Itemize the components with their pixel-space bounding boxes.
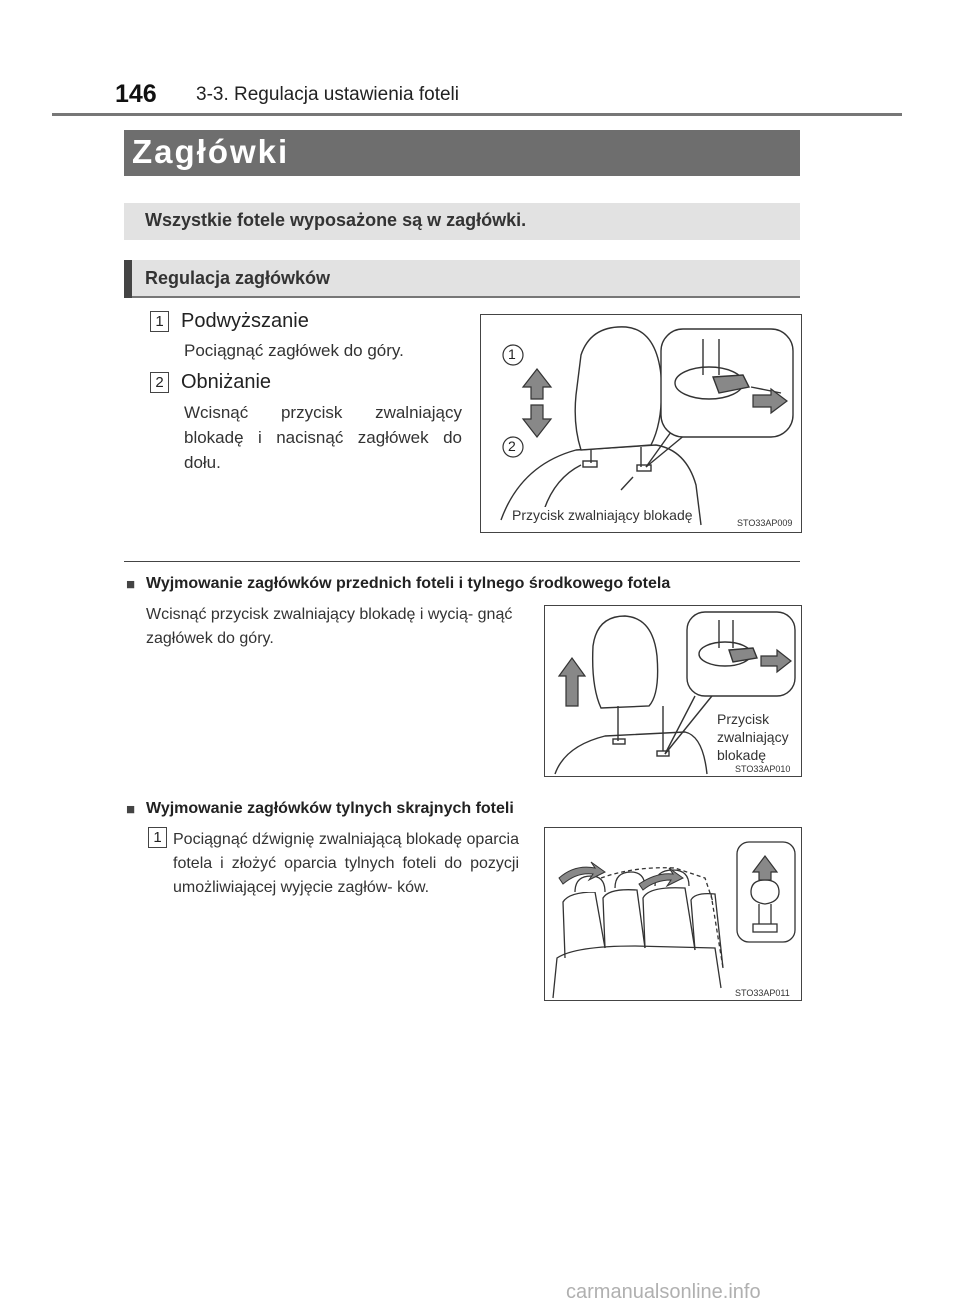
front-removal-title: Wyjmowanie zagłówków przednich foteli i tylnego środkowego fotela (146, 575, 671, 592)
callout-2: 2 (508, 438, 516, 454)
front-removal-figure (544, 605, 802, 777)
rear-removal-illustration (545, 828, 801, 1000)
step-2-number: 2 (150, 372, 169, 393)
callout-1: 1 (508, 346, 516, 362)
step-1-description: Pociągnąć zagłówek do góry. (184, 341, 404, 360)
rear-step-number: 1 (148, 827, 167, 848)
section-title: 3-3. Regulacja ustawienia foteli (196, 84, 459, 105)
bullet-icon: ■ (126, 801, 136, 818)
section-divider (124, 561, 800, 562)
rear-removal-text: Pociągnąć dźwignię zwalniającą blokadę oparcia fotela i złożyć oparcia tylnych foteli do pozycji umożliwiającej wyjęcie zagłów- ków. (173, 831, 519, 896)
step-2-title: Obniżanie (181, 371, 272, 393)
subsection-marker (124, 260, 132, 298)
intro-text: Wszystkie fotele wyposażone są w zagłówki. (145, 210, 527, 230)
step-2-description: Wcisnąć przycisk zwalniający blokadę i nacisnąć zagłówek do dołu. (184, 403, 462, 472)
header-divider (52, 113, 902, 116)
rear-removal-figure (544, 827, 802, 1001)
figure-code-rear: STO33AP011 (735, 988, 790, 998)
release-button-label-front: Przycisk zwalniający blokadę (717, 711, 789, 763)
step-1-number: 1 (150, 311, 169, 332)
rear-removal-title: Wyjmowanie zagłówków tylnych skrajnych foteli (146, 800, 514, 817)
page-title: Zagłówki (132, 133, 290, 170)
bullet-icon: ■ (126, 576, 136, 593)
figure-code-front: STO33AP010 (735, 764, 791, 774)
headrest-adjust-figure (480, 314, 802, 533)
step-1-title: Podwyższanie (181, 310, 309, 332)
figure-code: STO33AP009 (737, 518, 793, 528)
watermark: carmanualsonline.info (566, 1281, 761, 1303)
release-button-label: Przycisk zwalniający blokadę (512, 507, 693, 523)
subsection-title: Regulacja zagłówków (145, 268, 331, 288)
front-removal-text: Wcisnąć przycisk zwalniający blokadę i wycią- gnąć zagłówek do góry. (146, 606, 513, 647)
page-number: 146 (115, 80, 157, 108)
headrest-adjust-illustration (481, 315, 801, 532)
